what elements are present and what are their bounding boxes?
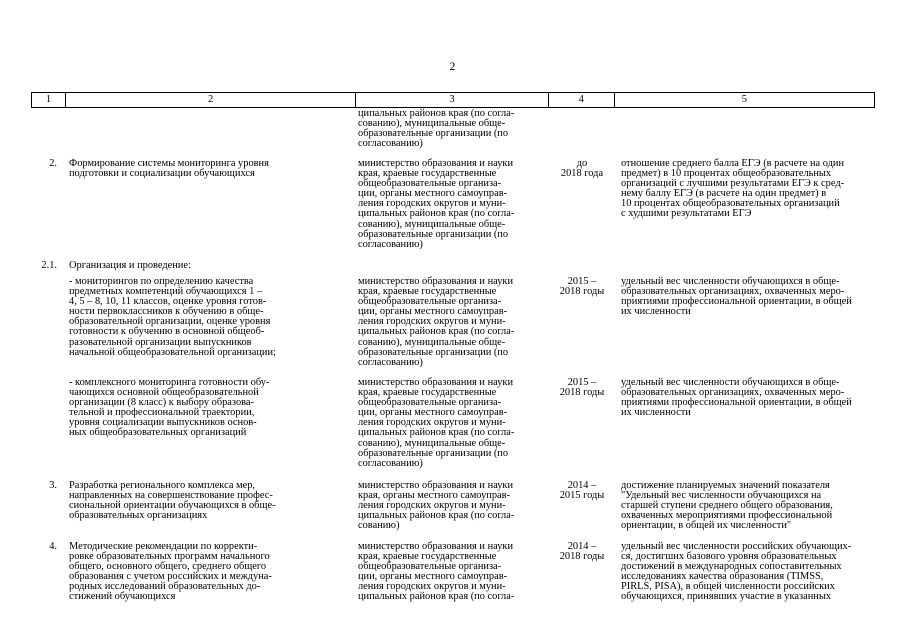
row-text: - комплексного мониторинга готовности обу- чающихся основной общеобразовательной организации (8 класс) к выбору образова- тельной и профессиональной траектории, уровня социализации выпускников основ- ных общеобразовательных организаций	[69, 377, 270, 439]
table-row	[31, 261, 875, 277]
table-row	[31, 542, 875, 604]
row-period	[549, 109, 615, 159]
row-text: Формирование системы мониторинга уровня подготовки и социализации обучающихся	[69, 158, 269, 180]
table-row	[31, 277, 875, 378]
header-col-2: 2	[66, 93, 356, 107]
header-col-5: 5	[741, 94, 747, 105]
table-row	[31, 481, 875, 542]
row-number	[31, 109, 65, 159]
row-indicator: отношение среднего балла ЕГЭ (в расчете на один предмет) в 10 процентах общеобразовательных организаций с лучшими результатами ЕГЭ к сред- нему баллу ЕГЭ (в расчете на один предмет) в 10 процентах общеобразовательных организаций с худшими результатами ЕГЭ	[621, 158, 845, 220]
row-text: Разработка регионального комплекса мер, направленных на совершенствование профес- сиональной ориентации обучающихся в обще- образовательных организациях	[69, 480, 276, 522]
row-executors: министерство образования и науки края, краевые государственные общеобразовательные организа- ции, органы местного самоуправ- ления городских округов и муни- ципальных районов края (по согла- сованию), муниципальные обще- образовательные организации (по согласованию)	[358, 158, 515, 250]
row-executors	[356, 261, 549, 277]
row-period: до 2018 года	[560, 158, 604, 180]
row-text: Методические рекомендации по корректи- ровке образовательных программ начального общего, основного общего, среднего общего образования с учетом российских и междуна- родных исследований образовательных до- стижений обучающихся	[69, 541, 272, 603]
row-number: 4.	[49, 541, 57, 552]
row-number: 2.1.	[41, 260, 57, 271]
row-indicator: достижение планируемых значений показателя "Удельный вес численности обучающихся на старшей ступени среднего общего образования, охваченных мероприятиями профессиональной ориентации, в общей их численности"	[621, 480, 833, 532]
row-indicator	[615, 261, 875, 277]
header-col-3: 3	[356, 93, 549, 107]
row-executors: министерство образования и науки края, органы местного самоуправ- ления городских округов и муни- ципальных районов края (по согла- сованию)	[358, 480, 515, 532]
table-row	[31, 378, 875, 481]
row-indicator: удельный вес численности обучающихся в обще- образовательных организациях, охваченных меро- приятиями профессиональной ориентации, в общей их численности	[621, 377, 852, 419]
row-executors: министерство образования и науки края, краевые государственные общеобразовательные организа- ции, органы местного самоуправ- ления городских округов и муни- ципальных районов края (по согла-	[358, 541, 515, 603]
row-number: 3.	[49, 480, 57, 491]
row-number	[31, 378, 65, 481]
row-executors: ципальных районов края (по согла- сованию), муниципальные обще- образовательные организации (по согласованию)	[358, 108, 515, 150]
table-row	[31, 109, 875, 159]
row-indicator	[615, 109, 875, 159]
table-row	[31, 159, 875, 261]
row-text: - мониторингов по определению качества предметных компетенций обучающихся 1 – 4, 5 – 8, 10, 11 классов, оценке уровня готов- ности первоклассников к обучению в обще- образовательной организации, оценке уровня готовности к обучению в основной общеоб- разовательной организации выпускников начальной общеобразовательной организации;	[69, 276, 276, 358]
header-col-4: 4	[549, 93, 615, 107]
row-period: 2015 – 2018 годы	[559, 377, 605, 399]
row-period	[549, 261, 615, 277]
page-number: 2	[449, 61, 456, 73]
row-executors: министерство образования и науки края, краевые государственные общеобразовательные организа- ции, органы местного самоуправ- ления городских округов и муни- ципальных районов края (по согла- сованию), муниципальные обще- образовательные организации (по согласованию)	[358, 377, 515, 469]
row-indicator: удельный вес численности обучающихся в обще- образовательных организациях, охваченных меро- приятиями профессиональной ориентации, в общей их численности	[621, 276, 852, 318]
row-indicator: удельный вес численности российских обучающих- ся, достигших базового уровня образовательных достижений в международных сопоставительных исследованиях качества образования (TIMSS, PIRLS, PISA), в общей численности российских обучающихся, принявших участие в указанных	[621, 541, 852, 603]
row-text	[65, 109, 356, 159]
table-header	[31, 92, 875, 108]
row-period: 2014 – 2015 годы	[559, 480, 605, 502]
header-col-1: 1	[32, 93, 66, 107]
row-text: Организация и проведение:	[69, 260, 191, 271]
row-number	[31, 277, 65, 378]
row-number: 2.	[49, 158, 57, 169]
row-period: 2015 – 2018 годы	[559, 276, 605, 298]
table-body	[31, 109, 875, 604]
row-executors: министерство образования и науки края, краевые государственные общеобразовательные организа- ции, органы местного самоуправ- ления городских округов и муни- ципальных районов края (по согла- сованию), муниципальные обще- образовательные организации (по согласованию)	[358, 276, 515, 368]
row-period: 2014 – 2018 годы	[559, 541, 605, 563]
